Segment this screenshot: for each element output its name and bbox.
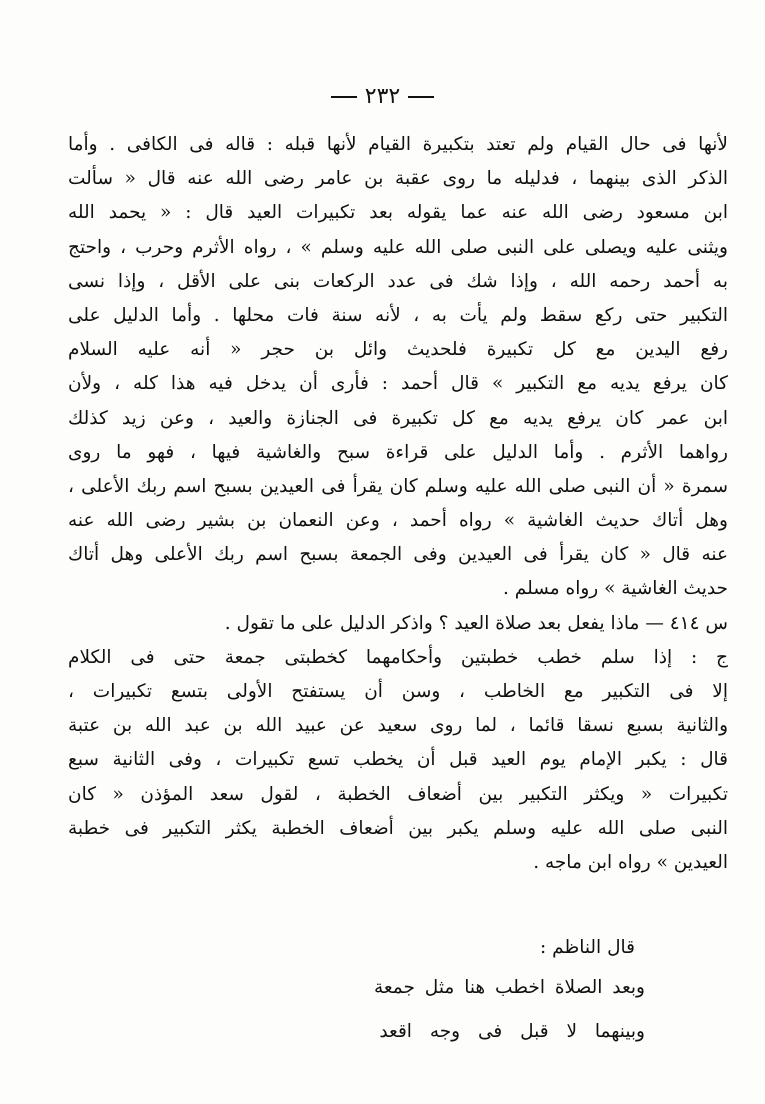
text-line: إلا فى التكبير مع الخاطب ، وسن أن يستفتح الأولى بتسع تكبيرات ، <box>68 681 728 702</box>
text-line: عنه قال « كان يقرأ فى العيدين وفى الجمعة بسبح اسم ربك الأعلى وهل أتاك <box>68 544 728 566</box>
page-number-value: ٢٣٢ <box>364 84 401 109</box>
poem-verse-2: وبينهما لا قبل فى وجه اقعد <box>379 1021 645 1042</box>
poem-block <box>145 930 645 1050</box>
page-number-dash-right <box>408 96 434 98</box>
page-number <box>0 84 765 109</box>
text-line: ابن مسعود رضى الله عنه عما يقوله بعد تكبيرات العيد قال : « يحمد الله <box>68 202 728 224</box>
page-number-dash-left <box>331 96 357 98</box>
text-line: تكبيرات « ويكثر التكبير بين أضعاف الخطبة ، لقول سعد المؤذن « كان <box>68 783 728 805</box>
poem-verse-1: وبعد الصلاة اخطب هنا مثل جمعة <box>373 977 645 998</box>
poem-intro: قال الناظم : <box>540 937 635 958</box>
question-line: س ٤١٤ — ماذا يفعل بعد صلاة العيد ؟ واذكر الدليل على ما تقول . <box>224 612 728 634</box>
text-line: رفع اليدين مع كل تكبيرة فلحديث وائل بن حجر « أنه عليه السلام <box>68 339 728 361</box>
text-line: قال : يكبر الإمام يوم العيد قبل أن يخطب تسع تكبيرات ، وفى الثانية سبع <box>68 749 728 771</box>
text-line: به أحمد رحمه الله ، وإذا شك فى عدد الركعات بنى على الأقل ، وإذا نسى <box>68 270 728 292</box>
body-text <box>68 128 728 880</box>
text-line: الذكر الذى بينهما ، فدليله ما روى عقبة بن عامر رضى الله عنه قال « سألت <box>68 168 728 190</box>
text-line: ابن عمر كان يرفع يديه مع كل تكبيرة فى الجنازة والعيد ، وعن زيد كذلك <box>68 407 728 429</box>
text-line: التكبير حتى ركع سقط ولم يأت به ، لأنه سنة فات محلها . وأما الدليل على <box>68 304 728 326</box>
text-line: سمرة « أن النبى صلى الله عليه وسلم كان يقرأ فى العيدين بسبح اسم ربك الأعلى ، <box>68 475 728 497</box>
text-line: وهل أتاك حديث الغاشية » رواه أحمد ، وعن النعمان بن بشير رضى الله عنه <box>68 510 728 532</box>
text-line: رواهما الأثرم . وأما الدليل على قراءة سبح والغاشية فيها ، فهو ما روى <box>68 441 728 463</box>
text-line: كان يرفع يديه مع التكبير » قال أحمد : فأرى أن يدخل فيه هذا كله ، ولأن <box>68 373 728 395</box>
text-line: ويثنى عليه ويصلى على النبى صلى الله عليه وسلم » ، رواه الأثرم وحرب ، واحتج <box>68 236 728 258</box>
answer-line: ج : إذا سلم خطب خطبتين وأحكامهما كخطبتى جمعة حتى فى الكلام <box>68 646 728 668</box>
text-line: العيدين » رواه ابن ماجه . <box>533 851 728 873</box>
text-line: لأنها فى حال القيام ولم تعتد بتكبيرة القيام لأنها قبله : قاله فى الكافى . وأما <box>68 134 728 155</box>
text-line: النبى صلى الله عليه وسلم يكبر بين أضعاف الخطبة يكثر التكبير فى خطبة <box>68 817 728 839</box>
text-line: حديث الغاشية » رواه مسلم . <box>503 578 728 600</box>
text-line: والثانية بسبع نسقا قائما ، لما روى سعيد عن عبيد الله بن عبد الله بن عتبة <box>68 715 728 737</box>
